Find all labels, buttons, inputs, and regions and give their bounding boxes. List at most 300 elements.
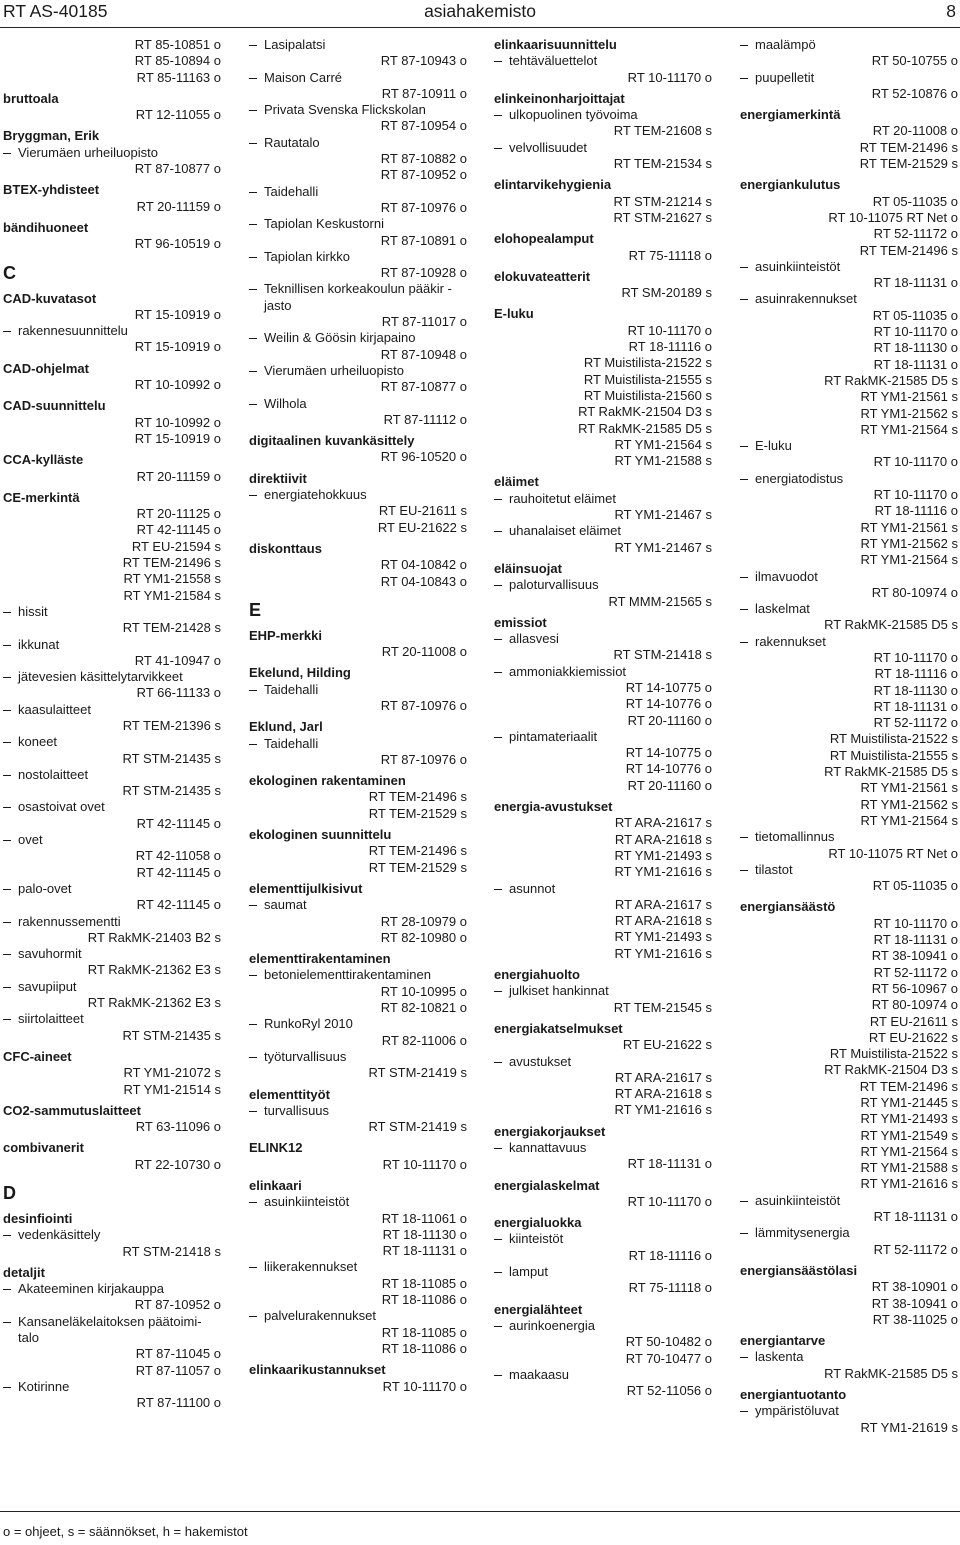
index-reference: RT 18-11131 o (873, 932, 958, 948)
index-reference: RT 10-11170 o (873, 915, 958, 931)
index-reference: RT STM-21419 s (368, 1119, 467, 1135)
index-reference: RT 50-10755 o (871, 53, 958, 69)
index-subentry: energiatodistus (740, 471, 958, 487)
index-heading: digitaalinen kuvankäsittely (249, 433, 415, 449)
index-heading: Ekelund, Hilding (249, 665, 351, 681)
index-subentry: pintamateriaalit (494, 729, 712, 745)
index-reference: RT 42-11145 o (136, 522, 221, 538)
index-reference: RT 42-11058 o (135, 848, 221, 864)
index-reference: RT RakMK-21585 D5 s (824, 1365, 958, 1381)
index-heading: elokuvateatterit (494, 268, 591, 284)
index-reference: RT TEM-21534 s (613, 156, 712, 172)
index-subentry: puupelletit (740, 70, 958, 86)
index-subentry: laskenta (740, 1349, 958, 1365)
index-reference: RT 20-11125 o (136, 506, 221, 522)
index-heading: energiakatselmukset (494, 1020, 623, 1036)
index-reference: RT 18-11131 o (873, 698, 958, 714)
index-reference: RT 52-11172 o (873, 964, 958, 980)
index-heading: energia-avustukset (494, 799, 613, 815)
index-subentry: tilastot (740, 862, 958, 878)
index-reference: RT 05-11035 o (872, 193, 958, 209)
index-subentry: Rautatalo (249, 135, 467, 151)
index-subentry: maalämpö (740, 37, 958, 53)
index-reference: RT 87-10877 o (380, 379, 467, 395)
index-subentry: asuinrakennukset (740, 291, 958, 307)
index-reference: RT YM1-21493 s (860, 1111, 958, 1127)
index-reference: RT STM-21627 s (613, 209, 712, 225)
index-reference: RT 96-10519 o (134, 236, 221, 252)
index-reference: RT 87-10976 o (380, 751, 467, 767)
index-reference: RT 18-11116 o (628, 339, 712, 355)
index-reference: RT 75-11118 o (628, 1280, 712, 1296)
index-reference: RT 87-10952 o (380, 167, 467, 183)
index-reference: RT 87-11100 o (136, 1395, 221, 1411)
footer-rule (0, 1511, 960, 1512)
index-reference: RT 10-10992 o (134, 414, 221, 430)
index-reference: RT 18-11085 o (381, 1324, 467, 1340)
index-reference: RT 04-10842 o (380, 557, 467, 573)
index-subentry: vedenkäsittely (3, 1227, 221, 1243)
index-subentry: RunkoRyl 2010 (249, 1016, 467, 1032)
index-reference: RT 38-10941 o (871, 1295, 958, 1311)
index-heading: energialuokka (494, 1215, 582, 1231)
index-subentry: asuinkiinteistöt (740, 1193, 958, 1209)
index-heading: eläimet (494, 474, 539, 490)
index-reference: RT 50-10482 o (625, 1334, 712, 1350)
index-reference: RT 87-10976 o (380, 199, 467, 215)
section-letter: E (249, 599, 262, 620)
index-reference: RT SM-20189 s (621, 285, 712, 301)
index-heading: bruttoala (3, 90, 59, 106)
index-subentry: rakennussementti (3, 914, 221, 930)
index-reference: RT RakMK-21504 D3 s (578, 404, 712, 420)
index-heading: elintarvikehygienia (494, 177, 612, 193)
index-reference: RT 38-10901 o (871, 1279, 958, 1295)
index-reference: RT 12-11055 o (135, 107, 221, 123)
index-reference: RT 63-11096 o (135, 1119, 221, 1135)
document-code: RT AS-40185 (3, 1, 108, 21)
index-reference: RT 87-10943 o (380, 53, 467, 69)
index-reference: RT TEM-21396 s (122, 717, 221, 733)
index-reference: RT 18-11131 o (382, 1243, 467, 1259)
index-reference: RT ARA-21617 s (614, 1069, 712, 1085)
index-reference: RT STM-21418 s (122, 1243, 221, 1259)
index-reference: RT 15-10919 o (134, 430, 221, 446)
index-subentry: Wilhola (249, 396, 467, 412)
index-heading: Bryggman, Erik (3, 128, 100, 144)
index-subentry: Maison Carré (249, 70, 467, 86)
index-reference: RT 85-10894 o (134, 53, 221, 69)
index-reference: RT STM-21435 s (122, 750, 221, 766)
index-subentry: Akateeminen kirjakauppa (3, 1281, 221, 1297)
index-heading: energiansäästö (740, 899, 836, 915)
index-reference: RT TEM-21608 s (613, 123, 712, 139)
index-subentry: Vierumäen urheiluopisto (3, 145, 221, 161)
index-heading: elinkaarisuunnittelu (494, 37, 617, 52)
index-subentry: lämmitysenergia (740, 1225, 958, 1241)
index-reference: RT RakMK-21362 E3 s (87, 962, 221, 978)
index-reference: RT RakMK-21504 D3 s (824, 1062, 958, 1078)
index-subentry: aurinkoenergia (494, 1318, 712, 1334)
index-reference: RT 87-10882 o (380, 151, 467, 167)
index-reference: RT RakMK-21585 D5 s (824, 372, 958, 388)
index-reference: RT 10-11170 o (382, 1156, 467, 1172)
index-subentry: Kansaneläkelaitoksen päätoimi- (3, 1314, 221, 1330)
index-reference: RT 18-11130 o (873, 682, 958, 698)
index-reference: RT 10-11170 o (873, 324, 958, 340)
index-reference: RT YM1-21564 s (860, 812, 958, 828)
index-reference: RT TEM-21545 s (613, 999, 712, 1015)
index-heading: E-luku (494, 306, 534, 322)
index-subentry: saumat (249, 897, 467, 913)
index-reference: RT 87-10877 o (134, 161, 221, 177)
index-reference: RT 38-10941 o (871, 948, 958, 964)
index-reference: RT 42-11145 o (136, 864, 221, 880)
index-subentry: jätevesien käsittelytarvikkeet (3, 669, 221, 685)
index-reference: RT 85-10851 o (134, 37, 221, 52)
index-reference: RT TEM-21496 s (368, 843, 467, 859)
index-subentry: allasvesi (494, 631, 712, 647)
index-reference: RT 87-10948 o (380, 346, 467, 362)
index-subentry: palo-ovet (3, 881, 221, 897)
index-reference: RT 82-10821 o (380, 1000, 467, 1016)
index-reference: RT 18-11086 o (381, 1292, 467, 1308)
index-reference: RT 87-10891 o (380, 232, 467, 248)
index-heading: energiamerkintä (740, 107, 841, 123)
index-reference: RT 18-11131 o (873, 275, 958, 291)
index-subentry: Privata Svenska Flickskolan (249, 102, 467, 118)
index-heading: CCA-kylläste (3, 452, 84, 468)
index-heading: CAD-ohjelmat (3, 360, 89, 376)
index-reference: RT YM1-21588 s (860, 1160, 958, 1176)
index-reference: RT 10-11170 o (382, 1378, 467, 1394)
index-reference: RT 96-10520 o (380, 449, 467, 465)
index-heading: emissiot (494, 614, 547, 630)
index-column-3 (494, 37, 712, 1399)
index-reference: RT 87-10954 o (380, 118, 467, 134)
index-heading: elementtityöt (249, 1086, 330, 1102)
index-subentry: asunnot (494, 881, 712, 897)
index-reference: RT EU-21622 s (377, 519, 467, 535)
index-reference: RT 15-10919 o (134, 339, 221, 355)
index-reference: RT 20-11008 o (872, 123, 958, 139)
index-reference: RT STM-21214 s (613, 193, 712, 209)
index-heading: energiantarve (740, 1333, 826, 1349)
index-reference: RT Muistilista-21555 s (829, 747, 958, 763)
index-reference: RT 52-11172 o (873, 715, 958, 731)
index-reference: RT 18-11130 o (382, 1226, 467, 1242)
header-rule (0, 27, 960, 28)
index-subentry: Taidehalli (249, 682, 467, 698)
index-subentry: työturvallisuus (249, 1049, 467, 1065)
index-reference: RT YM1-21616 s (614, 1102, 712, 1118)
index-reference: RT 20-11159 o (136, 468, 221, 484)
index-reference: RT 80-10974 o (871, 584, 958, 600)
index-subentry: Lasipalatsi (249, 37, 467, 53)
index-reference: RT 18-11131 o (627, 1156, 712, 1172)
index-reference: RT TEM-21496 s (122, 555, 221, 571)
index-reference: RT TEM-21496 s (368, 789, 467, 805)
index-reference: RT 87-11057 o (135, 1362, 221, 1378)
index-heading: CE-merkintä (3, 489, 80, 505)
index-reference: RT 10-11170 o (627, 69, 712, 85)
index-reference: RT 87-11017 o (381, 314, 467, 330)
index-reference: RT 15-10919 o (134, 306, 221, 322)
index-reference: RT RakMK-21585 D5 s (824, 764, 958, 780)
index-reference: RT YM1-21588 s (614, 453, 712, 469)
index-subentry: savupiiput (3, 979, 221, 995)
index-reference: RT 85-11163 o (136, 69, 221, 85)
index-subentry: energiatehokkuus (249, 487, 467, 503)
index-reference: RT 87-11112 o (383, 411, 467, 427)
index-heading: EHP-merkki (249, 627, 322, 643)
index-heading: ELINK12 (249, 1140, 303, 1156)
index-heading: eläinsuojat (494, 560, 562, 576)
index-heading: elementtirakentaminen (249, 951, 391, 967)
index-subentry: Tapiolan Keskustorni (249, 216, 467, 232)
index-subentry: Kotirinne (3, 1379, 221, 1395)
index-reference: RT YM1-21619 s (860, 1419, 958, 1435)
section-letter: D (3, 1183, 16, 1203)
index-reference: RT YM1-21072 s (123, 1065, 221, 1081)
index-reference: RT 82-10980 o (380, 929, 467, 945)
index-subentry: ikkunat (3, 637, 221, 653)
index-reference: RT ARA-21618 s (614, 831, 712, 847)
index-reference: RT 05-11035 o (872, 307, 958, 323)
index-subentry: osastoivat ovet (3, 799, 221, 815)
index-heading: detaljit (3, 1264, 45, 1280)
index-heading: elohopealamput (494, 231, 594, 247)
index-reference: RT TEM-21529 s (368, 859, 467, 875)
index-reference: RT YM1-21616 s (860, 1176, 958, 1192)
index-reference: RT 82-11006 o (381, 1032, 467, 1048)
index-subentry: ympäristöluvat (740, 1403, 958, 1419)
index-reference: RT 14-10776 o (625, 696, 712, 712)
index-subentry: laskelmat (740, 601, 958, 617)
index-heading: elinkeinonharjoittajat (494, 90, 625, 106)
index-reference: RT YM1-21561 s (860, 389, 958, 405)
index-subentry: asuinkiinteistöt (740, 259, 958, 275)
index-heading: BTEX-yhdisteet (3, 182, 100, 198)
index-subentry: liikerakennukset (249, 1259, 467, 1275)
index-reference: RT ARA-21618 s (614, 913, 712, 929)
index-reference: RT 38-11025 o (872, 1311, 958, 1327)
index-reference: RT TEM-21496 s (859, 242, 958, 258)
index-subentry: Vierumäen urheiluopisto (249, 363, 467, 379)
index-reference: RT 10-10992 o (134, 377, 221, 393)
index-reference: RT 14-10776 o (625, 761, 712, 777)
index-subentry: nostolaitteet (3, 767, 221, 783)
index-subentry: kiinteistöt (494, 1231, 712, 1247)
index-reference: RT 22-10730 o (134, 1156, 221, 1172)
index-reference: RT 14-10775 o (625, 679, 712, 695)
index-subentry: maakaasu (494, 1367, 712, 1383)
index-reference: RT Muistilista-21522 s (829, 731, 958, 747)
index-reference: RT Muistilista-21522 s (829, 1046, 958, 1062)
index-reference: RT STM-21418 s (613, 647, 712, 663)
index-reference: RT STM-21419 s (368, 1065, 467, 1081)
legend-footer: o = ohjeet, s = säännökset, h = hakemistot (3, 1524, 248, 1539)
index-subentry: hissit (3, 604, 221, 620)
index-subentry: Tapiolan kirkko (249, 249, 467, 265)
index-reference: RT 20-11159 o (136, 198, 221, 214)
index-subentry: julkiset hankinnat (494, 983, 712, 999)
index-reference: RT 28-10979 o (380, 913, 467, 929)
index-heading: diskonttaus (249, 540, 322, 556)
index-reference: RT 52-11056 o (626, 1383, 712, 1399)
index-reference: RT 10-11170 o (873, 454, 958, 470)
index-subentry: ulkopuolinen työvoima (494, 107, 712, 123)
index-heading: energialähteet (494, 1301, 583, 1317)
index-reference: RT TEM-21529 s (368, 805, 467, 821)
index-reference: RT YM1-21561 s (860, 780, 958, 796)
index-reference: RT YM1-21493 s (614, 847, 712, 863)
index-reference: RT 10-11170 o (627, 1193, 712, 1209)
index-subentry: savuhormit (3, 946, 221, 962)
index-subentry: avustukset (494, 1054, 712, 1070)
index-subentry: Teknillisen korkeakoulun pääkir - (249, 281, 467, 297)
index-reference: RT RakMK-21585 D5 s (578, 420, 712, 436)
index-heading: elinkaari (249, 1178, 302, 1193)
index-reference: RT 20-11160 o (627, 712, 712, 728)
index-reference: RT YM1-21467 s (614, 539, 712, 555)
index-reference: RT STM-21435 s (122, 1027, 221, 1043)
index-reference: RT 75-11118 o (628, 247, 712, 263)
index-reference: RT ARA-21617 s (614, 815, 712, 831)
index-reference: RT YM1-21493 s (614, 929, 712, 945)
index-heading: CAD-suunnittelu (3, 398, 106, 414)
index-reference: RT 87-11045 o (135, 1346, 221, 1362)
section-letter: C (3, 262, 16, 283)
page-header (0, 0, 960, 22)
index-subentry: koneet (3, 734, 221, 750)
index-reference: RT 87-10976 o (380, 697, 467, 713)
index-heading: bändihuoneet (3, 219, 89, 235)
index-heading: energiansäästölasi (740, 1262, 858, 1278)
index-reference: RT 18-11116 o (874, 503, 958, 519)
index-heading: combivanerit (3, 1140, 84, 1156)
index-heading: energiankulutus (740, 177, 841, 193)
index-reference: RT 56-10967 o (871, 980, 958, 996)
index-reference: RT 05-11035 o (872, 878, 958, 894)
index-heading: energiakorjaukset (494, 1123, 606, 1139)
index-reference: RT 70-10477 o (625, 1350, 712, 1366)
index-reference: RT YM1-21562 s (860, 405, 958, 421)
index-reference: RT 52-11172 o (873, 1241, 958, 1257)
index-heading: ekologinen rakentaminen (249, 773, 406, 789)
index-reference: RT YM1-21561 s (860, 519, 958, 535)
index-reference: RT 18-11085 o (381, 1275, 467, 1291)
index-reference: RT RakMK-21585 D5 s (824, 617, 958, 633)
index-column-1 (3, 37, 221, 1412)
index-reference: RT 10-11170 o (873, 649, 958, 665)
index-subentry: rauhoitetut eläimet (494, 491, 712, 507)
index-reference: RT EU-21622 s (622, 1037, 712, 1053)
index-heading: elinkaarikustannukset (249, 1362, 386, 1378)
index-reference: RT 04-10843 o (380, 573, 467, 589)
index-reference: RT EU-21611 s (378, 503, 467, 519)
index-reference: RT EU-21611 s (869, 1013, 958, 1029)
index-reference: RT 18-11130 o (873, 340, 958, 356)
index-subentry: paloturvallisuus (494, 577, 712, 593)
index-subentry: tietomallinnus (740, 829, 958, 845)
index-heading: energiahuolto (494, 967, 580, 983)
index-reference: RT 41-10947 o (134, 652, 221, 668)
index-reference: RT 10-10995 o (380, 983, 467, 999)
index-reference: RT 18-11116 o (628, 1247, 712, 1263)
index-reference: RT STM-21435 s (122, 783, 221, 799)
index-subentry: Taidehalli (249, 184, 467, 200)
index-reference: RT 42-11145 o (136, 815, 221, 831)
index-subentry: ovet (3, 832, 221, 848)
index-reference: RT ARA-21618 s (614, 1086, 712, 1102)
index-reference: RT Muistilista-21560 s (583, 387, 712, 403)
index-subentry: siirtolaitteet (3, 1011, 221, 1027)
index-subentry: uhanalaiset eläimet (494, 523, 712, 539)
index-heading: CAD-kuvatasot (3, 290, 97, 306)
index-reference: RT 18-11086 o (381, 1340, 467, 1356)
index-subentry: ammoniakkiemissiot (494, 664, 712, 680)
page-number: 8 (946, 1, 956, 21)
index-reference: RT MMM-21565 s (608, 593, 712, 609)
index-subentry: kannattavuus (494, 1140, 712, 1156)
index-heading: desinfiointi (3, 1211, 73, 1226)
index-heading: ekologinen suunnittelu (249, 827, 392, 843)
index-subentry: ilmavuodot (740, 569, 958, 585)
index-reference: RT 66-11133 o (136, 685, 221, 701)
index-heading: energiantuotanto (740, 1387, 847, 1403)
index-reference: RT 18-11131 o (873, 1209, 958, 1225)
index-heading: CO2-sammutuslaitteet (3, 1102, 141, 1118)
index-reference: RT 87-10952 o (134, 1297, 221, 1313)
index-reference: RT YM1-21564 s (860, 1143, 958, 1159)
index-reference: RT RakMK-21362 E3 s (87, 995, 221, 1011)
index-reference: RT YM1-21445 s (860, 1095, 958, 1110)
index-reference: RT YM1-21549 s (860, 1127, 958, 1143)
index-subentry: betonielementtirakentaminen (249, 967, 467, 983)
index-reference: RT 52-11172 o (873, 226, 958, 242)
index-subentry: E-luku (740, 438, 958, 454)
index-reference: RT 87-10928 o (380, 265, 467, 281)
index-subentry: velvollisuudet (494, 140, 712, 156)
index-reference: RT 10-11075 RT Net o (828, 845, 958, 861)
index-subentry: tehtäväluettelot (494, 53, 712, 69)
index-reference: RT TEM-21496 s (859, 139, 958, 155)
index-reference: RT 20-11008 o (381, 644, 467, 660)
index-reference: RT YM1-21562 s (860, 796, 958, 812)
index-reference: RT 80-10974 o (871, 997, 958, 1013)
index-reference: RT TEM-21428 s (122, 620, 221, 636)
index-reference: RT 20-11160 o (627, 777, 712, 793)
index-reference: RT 10-11170 o (873, 487, 958, 503)
index-subentry: palvelurakennukset (249, 1308, 467, 1324)
index-subentry: rakennesuunnittelu (3, 323, 221, 339)
index-reference: RT 18-11061 o (381, 1210, 467, 1226)
index-reference: RT EU-21594 s (131, 538, 221, 554)
index-subentry: kaasulaitteet (3, 702, 221, 718)
index-heading: elementtijulkisivut (249, 880, 363, 896)
index-subentry-continuation: jasto (264, 297, 292, 313)
index-reference: RT YM1-21564 s (860, 552, 958, 568)
index-reference: RT YM1-21584 s (123, 587, 221, 603)
index-reference: RT 14-10775 o (625, 745, 712, 761)
index-reference: RT RakMK-21403 B2 s (87, 929, 221, 945)
index-reference: RT 10-11170 o (627, 322, 712, 338)
index-subentry: Weilin & Göösin kirjapaino (249, 330, 467, 346)
page-title: asiahakemisto (424, 1, 536, 21)
index-reference: RT YM1-21467 s (614, 507, 712, 523)
index-reference: RT 18-11116 o (874, 666, 958, 682)
